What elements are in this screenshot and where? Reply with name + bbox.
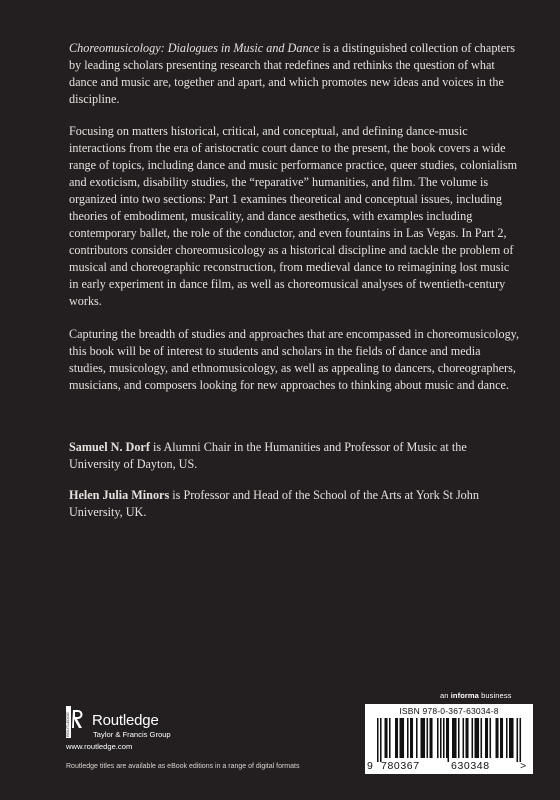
routledge-r-icon [66,706,86,746]
publisher-group: Taylor & Francis Group [93,730,171,739]
informa-brand: informa [450,691,479,700]
blurb-paragraph-3: Capturing the breadth of studies and approaches that are encompassed in choreomusicology, this book will be of interest to students and scholars in the fields of dance and media studies, musicology, and ethnomusicology, as well as appealing to dancers, choreographers, musicians, and composers looking for new approaches to thinking about music and dance. [69,327,520,392]
back-cover-blurb [69,40,519,410]
isbn-label: ISBN 978-0-367-63034-8 [399,706,499,716]
blurb-paragraph-1 [69,40,519,108]
publisher-url: www.routledge.com [66,742,133,751]
informa-business-tag [440,691,512,700]
barcode-digit-first: 9 [367,760,374,772]
publisher-name: Routledge [92,712,159,729]
informa-prefix: an [440,691,451,700]
routledge-logo [66,706,286,756]
editor-name-1: Samuel N. Dorf [69,440,150,454]
isbn-barcode [365,704,533,774]
barcode-arrow: > [520,760,527,772]
barcode-bars [377,718,521,762]
editor-bio-2 [69,487,519,521]
logo-vertical-text: ROUTLEDGE [65,712,70,737]
ebook-note: Routledge titles are available as eBook editions in a range of digital formats [66,763,300,770]
informa-suffix: business [478,691,512,700]
book-title: Choreomusicology: Dialogues in Music and Dance [69,41,320,55]
barcode-digits-left: 780367 [381,760,420,772]
editor-bio-1 [69,439,519,473]
editor-bio-text-1: is Alumni Chair in the Humanities and Professor of Music at the University of Dayton, US. [69,440,467,471]
barcode-digits-right: 630348 [451,760,490,772]
blurb-paragraph-2: Focusing on matters historical, critical, and conceptual, and defining dance-music interactions from the era of aristocratic court dance to the present, the book covers a wide range of topics, including dance and music performance practice, queer studies, colonialism and exoticism, disability studies, the “reparative” humanities, and film. The volume is organized into two sections: Part 1 examines theoretical and conceptual issues, including theories of embodiment, musicality, and dance aesthetics, with examples including contemporary ballet, the role of the conductor, and even fountains in Las Vegas. In Part 2, contributors consider choreomusicology as a historical discipline and tackle the problem of musical and choreographic reconstruction, from medieval dance to reimagining lost music in early experiment in dance film, as well as choreomusical analyses of twentieth-century works. [69,124,518,308]
editor-bios [69,439,519,535]
editor-name-2: Helen Julia Minors [69,488,170,502]
blurb-paragraph-1-text: is a distinguished collection of chapters by leading scholars presenting research that redefines and rethinks the question of what dance and music are, together and apart, and which promotes new ideas and voices in the discipline. [69,41,516,106]
editor-bio-text-2: is Professor and Head of the School of the Arts at York St John University, UK. [69,488,479,519]
